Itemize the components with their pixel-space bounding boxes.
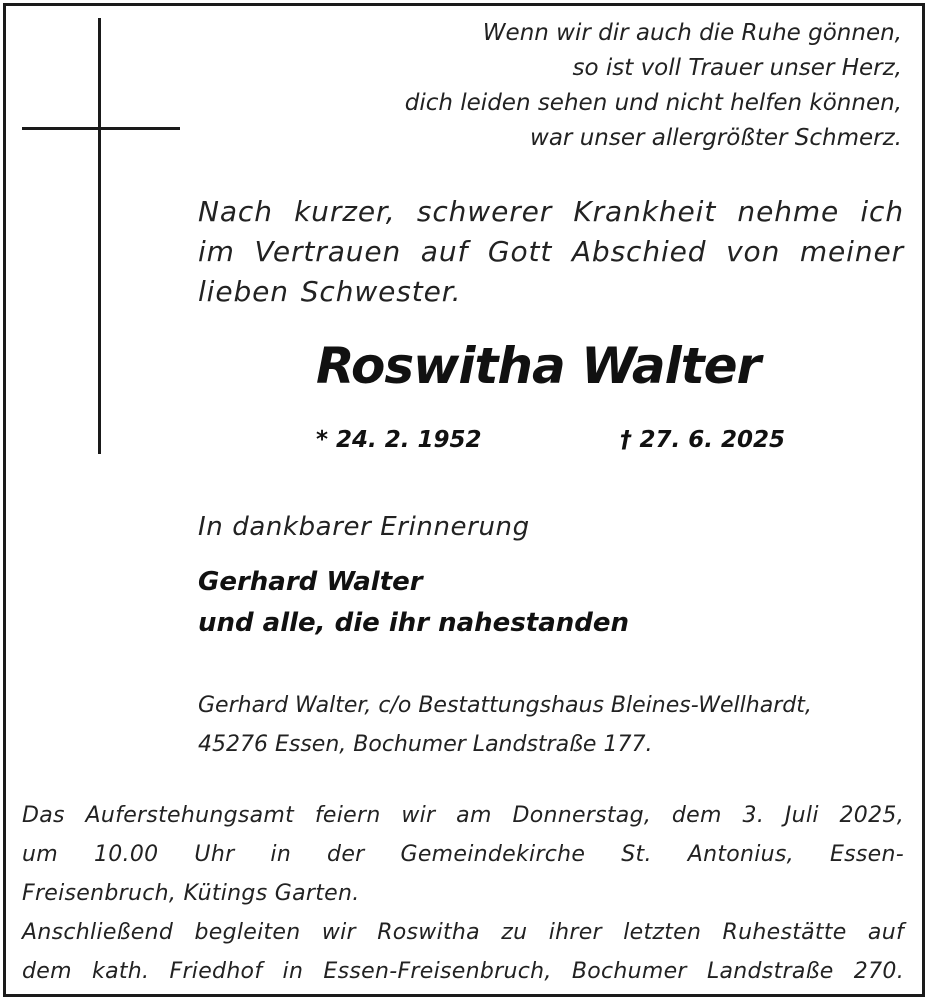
poem [405,16,902,156]
poem-line: so ist voll Trauer unser Herz, [572,55,902,81]
poem-line: war unser allergrößter Schmerz. [530,125,902,151]
contact-address [198,686,812,764]
signer-line: Gerhard Walter [198,567,423,597]
service-line: um 10.00 Uhr in der Gemeindekirche St. Antonius, Essen- [22,842,904,867]
service-line: Anschließend begleiten wir Roswitha zu ihrer letzten Ruhestätte auf [22,920,904,945]
address-line: Gerhard Walter, c/o Bestattungshaus Bleines-Wellhardt, [198,693,812,718]
deceased-name: Roswitha Walter [316,337,761,395]
poem-line: Wenn wir dir auch die Ruhe gönnen, [482,20,902,46]
birth-date: * 24. 2. 1952 [316,427,482,453]
announcement-text: Nach kurzer, schwerer Krankheit nehme ich im Vertrauen auf Gott Abschied von meiner lieben Schwester. [198,195,904,308]
service-line: dem kath. Friedhof in Essen-Freisenbruch, Bochumer Landstraße 270. [22,959,904,984]
address-line: 45276 Essen, Bochumer Landstraße 177. [198,732,653,757]
signers [198,562,629,644]
service-info [22,796,904,991]
poem-line: dich leiden sehen und nicht helfen können, [404,90,902,116]
service-line: Das Auferstehungsamt feiern wir am Donnerstag, dem 3. Juli 2025, [22,803,904,828]
memory-phrase: In dankbarer Erinnerung [198,512,530,542]
cross-horizontal-bar [22,127,180,130]
cross-vertical-bar [98,18,101,454]
death-date: † 27. 6. 2025 [620,427,786,453]
signer-line: und alle, die ihr nahestanden [198,608,630,638]
service-line: Freisenbruch, Kütings Garten. [22,881,360,906]
